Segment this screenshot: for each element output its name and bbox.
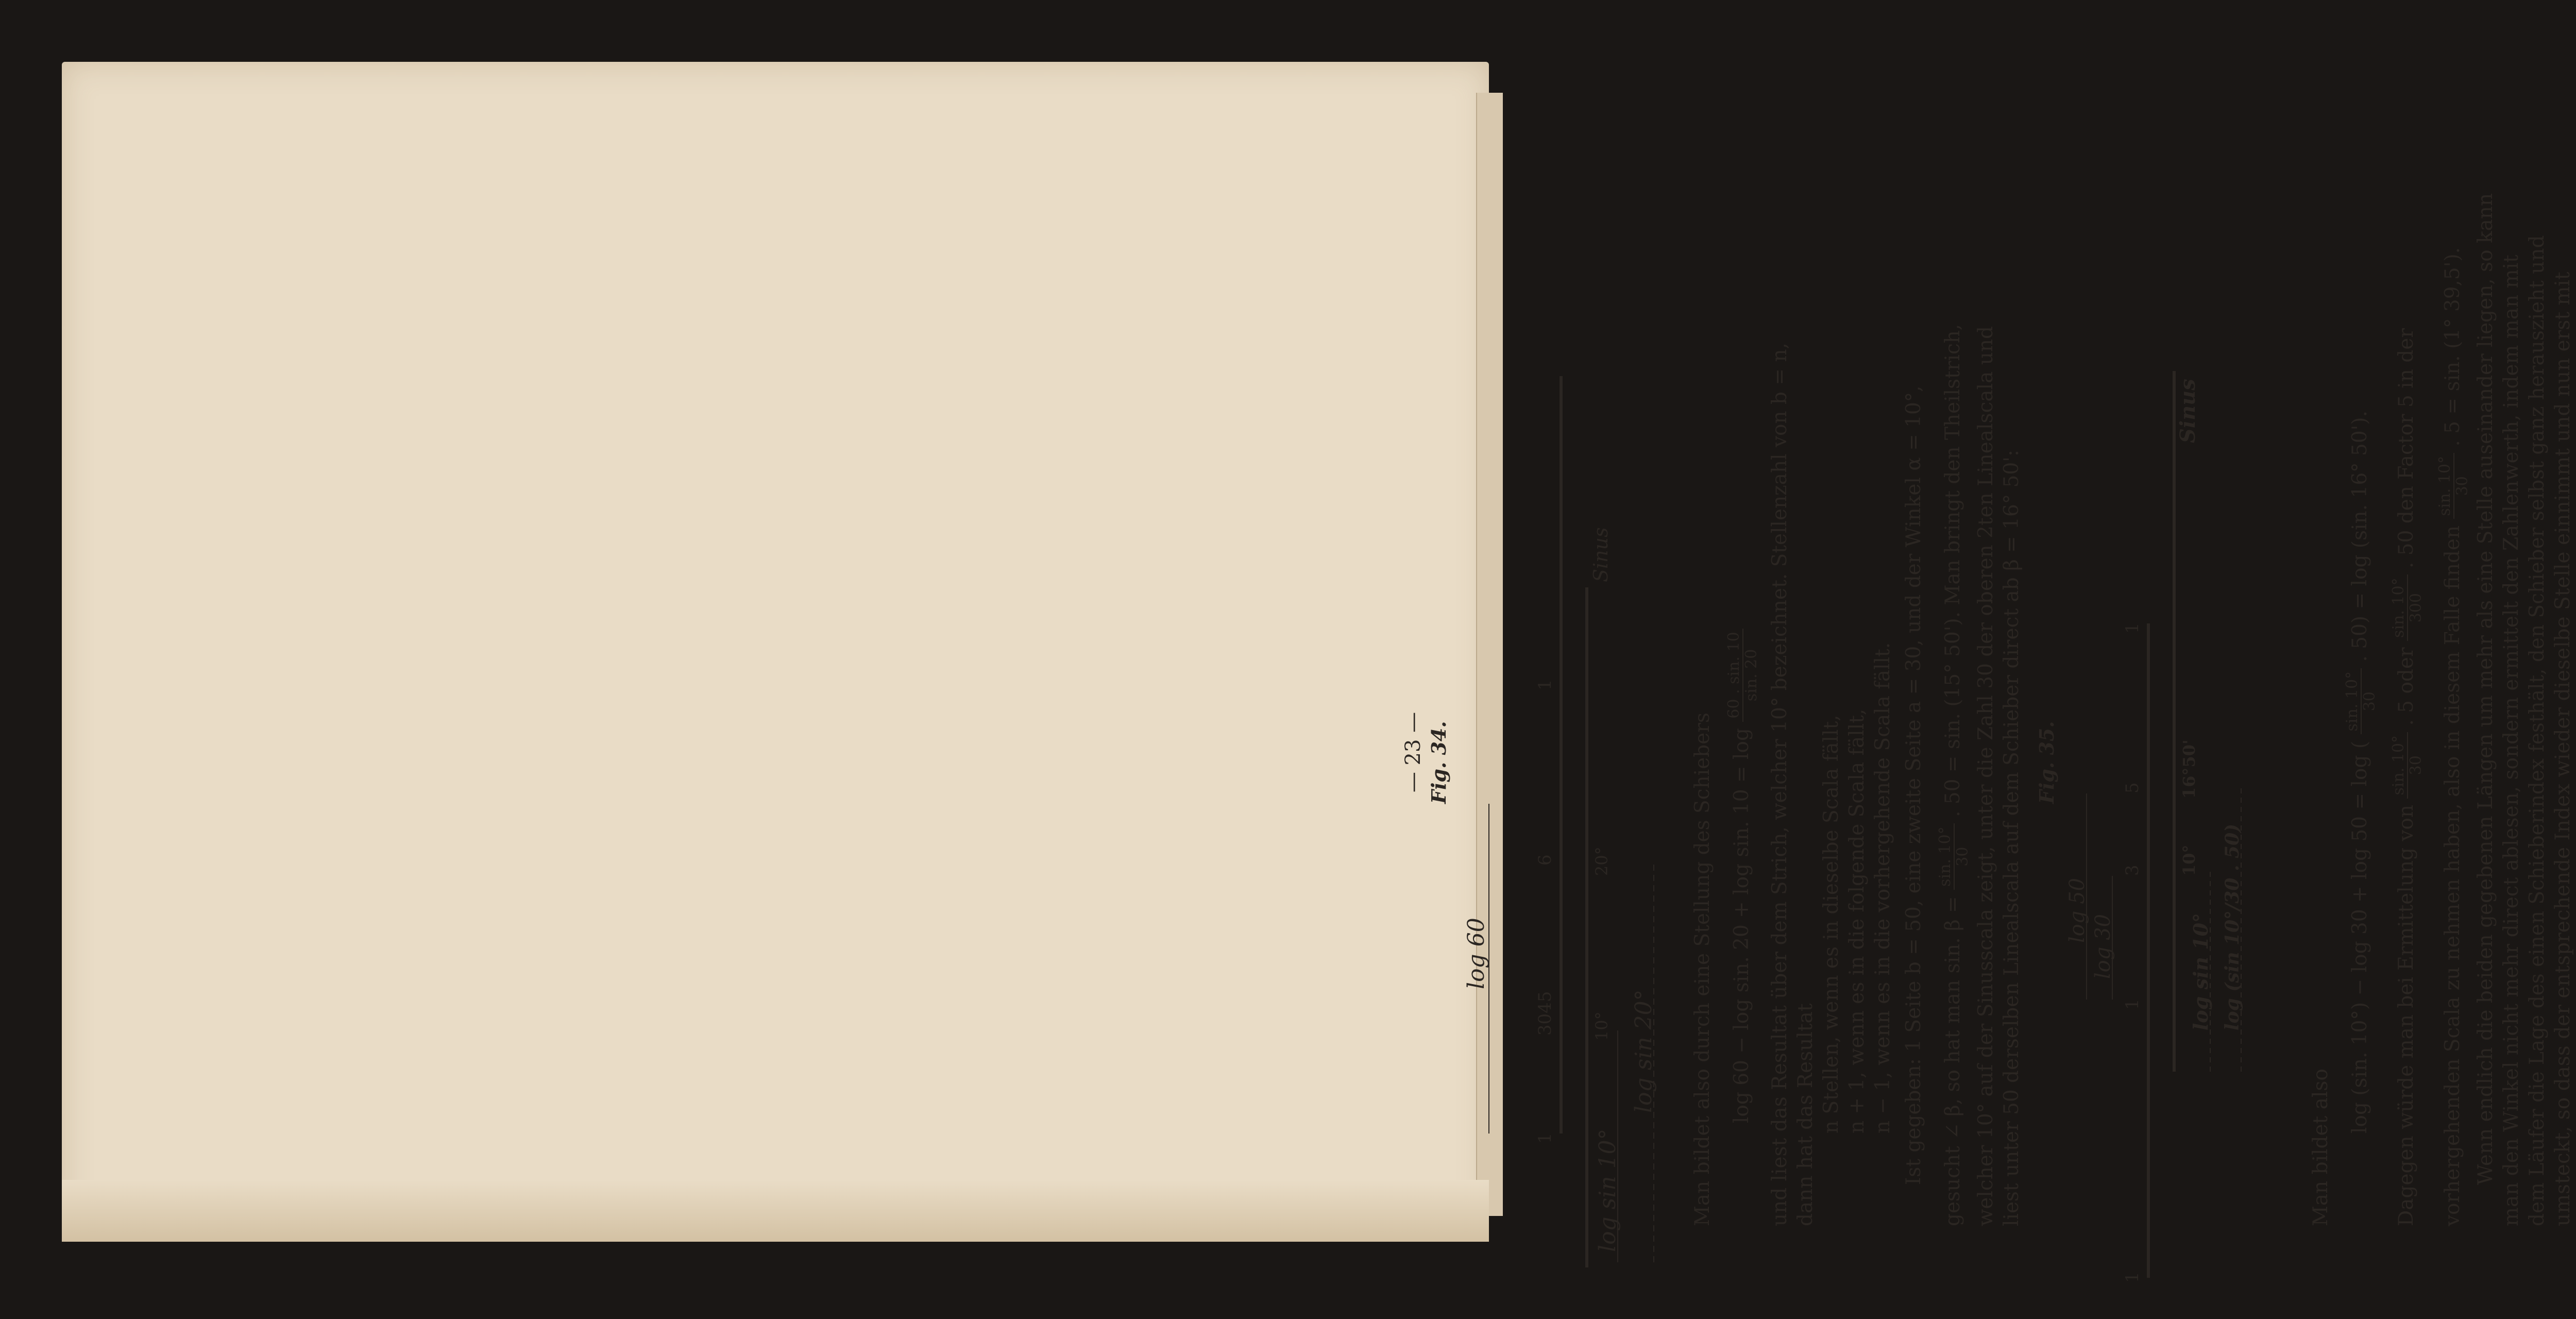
fig35-label-log50: log 50	[2065, 877, 2089, 943]
text-line: umsteckt, so dass der entsprechende Index wieder dieselbe Stelle einnimmt und nun erst mit	[2551, 272, 2574, 1226]
p3b-num: sin. 10°	[1937, 823, 1955, 890]
fig35-tick-3: 3	[2122, 865, 2143, 876]
text-line: n Stellen, wenn es in dieselbe Scala fällt,	[1820, 715, 1843, 1134]
equation-1	[1726, 247, 1760, 1123]
p5a-f1-num: sin. 10°	[2391, 732, 2408, 799]
text-line: Ist gegeben: 1 Seite b = 50, eine zweite Seite a = 30, und der Winkel α = 10°,	[1902, 385, 1925, 1185]
fig34-label-sinus: Sinus	[1589, 527, 1612, 582]
text-line-fraction	[1936, 324, 1972, 1226]
text-line: welcher 10° auf der Sinusscala zeigt, unter die Zahl 30 der oberen 2ten Linealscala und	[1974, 326, 1997, 1226]
p5b-right: . 5 = sin. (1° 39,5').	[2441, 247, 2464, 447]
text-line: man den Winkel nicht mehr direct ablesen, sondern ermittelt den Zahlenwerth, indem man mit	[2500, 255, 2523, 1226]
p5a-fraction-2	[2391, 574, 2425, 641]
page-number: — 23 —	[1401, 712, 1425, 793]
book-page	[62, 62, 1489, 1242]
eq2-fraction	[2344, 668, 2378, 735]
fig35-caption: Fig. 35.	[2035, 721, 2058, 804]
fig35-label-sinus: Sinus	[2176, 379, 2200, 443]
fig35-tick-1b: 1	[2122, 999, 2143, 1010]
fig34-label-logsin20: log sin 20°	[1631, 989, 1657, 1113]
text-line: dem Läufer die Lage des einen Schieberindex festhält, den Schieber selbst ganz herauszieht und	[2526, 235, 2549, 1226]
fig34-tick-10deg: 10°	[1592, 1011, 1612, 1041]
equation-2	[2344, 258, 2378, 1134]
text-line: n − 1, wenn es in die vorhergehende Scala fällt.	[1871, 642, 1894, 1134]
fig34-tick-1a: 1	[1535, 1132, 1555, 1144]
fig34-caption: Fig. 34.	[1427, 721, 1450, 804]
p5a-left: Dagegen würde man bei Ermittelung von	[2395, 804, 2418, 1226]
fig34-label-log60: log 60	[1463, 918, 1489, 989]
text-line: Man bildet also durch eine Stellung des Schiebers	[1691, 713, 1714, 1226]
fig34-tick-3045: 3045	[1535, 991, 1555, 1036]
p5b-left: vorhergehenden Scala zu nehmen haben, also in diesem Falle finden	[2441, 525, 2464, 1226]
eq1-num: 60 . sin. 10	[1726, 629, 1743, 721]
p3b-den: 30	[1954, 847, 1972, 867]
p5a-right: . 50 den Factor 5 in der	[2395, 328, 2418, 568]
rotated-page-content	[1370, 185, 2576, 1319]
p5a-mid: . 5 oder	[2395, 647, 2418, 726]
text-line: und liest das Resultat über dem Strich, welcher 10° bezeichnet. Stellenzahl von b = n,	[1768, 343, 1791, 1226]
eq2-left: log (sin. 10°) − log 30 + log 50 = log (	[2348, 740, 2371, 1134]
fig35-label-log30: log 30	[2091, 914, 2115, 979]
fig35-tick-1c: 1	[2122, 622, 2143, 634]
p3b-right: . 50 = sin. (15° 50'). Man bringt den Theilstrich,	[1941, 324, 1964, 817]
fig35-tick-10deg: 10°	[2179, 844, 2199, 876]
eq1-left: log 60 − log sin. 20 + log sin. 10 = log	[1730, 728, 1753, 1123]
eq1-fraction	[1726, 629, 1760, 721]
p5b-num: sin. 10°	[2437, 453, 2454, 519]
p5a-f2-den: 300	[2407, 593, 2425, 623]
page-bottom-shade	[62, 1180, 1489, 1242]
text-line-fraction	[2389, 328, 2425, 1226]
fig34-tick-6: 6	[1535, 854, 1555, 866]
fig34-label-logsin10: log sin 10°	[1595, 1128, 1621, 1252]
text-line: liest unter 50 derselben Linealscala auf dem Schieber direct ab β = 16° 50':	[2000, 449, 2023, 1226]
fig35-tick-16deg50: 16°50'	[2179, 739, 2199, 799]
eq2-right: . 50) = log (sin. 16° 50').	[2348, 410, 2371, 662]
fig35-tick-5: 5	[2122, 782, 2143, 793]
fig35-label-logsinexpr: log (sin 10°/30 . 50)	[2222, 823, 2243, 1030]
fig34-tick-20deg: 20°	[1592, 847, 1612, 876]
text-line: Man bildet also	[2309, 1069, 2332, 1226]
p5a-fraction-1	[2391, 732, 2425, 799]
text-line: Wenn endlich die beiden gegebenen Längen um mehr als eine Stelle auseinander liegen, so kann	[2474, 193, 2497, 1185]
eq2-num: sin. 10°	[2344, 668, 2362, 735]
fig35-diagram	[2056, 185, 2298, 1319]
text-line-fraction	[2436, 247, 2471, 1226]
p3b-left: gesucht ∠ β, so hat man sin. β =	[1941, 896, 1964, 1226]
p5b-den: 30	[2453, 476, 2471, 496]
p5a-f2-num: sin. 10°	[2391, 574, 2408, 641]
fig35-tick-1a: 1	[2122, 1272, 2143, 1283]
fig35-label-logsin10: log sin 10°	[2189, 912, 2212, 1030]
p5a-f1-den: 30	[2407, 755, 2425, 775]
p3b-fraction	[1937, 823, 1971, 890]
eq1-den: sin. 20	[1742, 649, 1760, 702]
eq2-den: 30	[2361, 691, 2379, 712]
p5b-fraction	[2437, 453, 2471, 519]
text-line: n + 1, wenn es in die folgende Scala fällt,	[1845, 708, 1869, 1134]
fig34-diagram	[1448, 185, 1669, 1319]
fig34-tick-1b: 1	[1535, 679, 1555, 690]
text-line: dann hat das Resultat	[1794, 1003, 1817, 1226]
